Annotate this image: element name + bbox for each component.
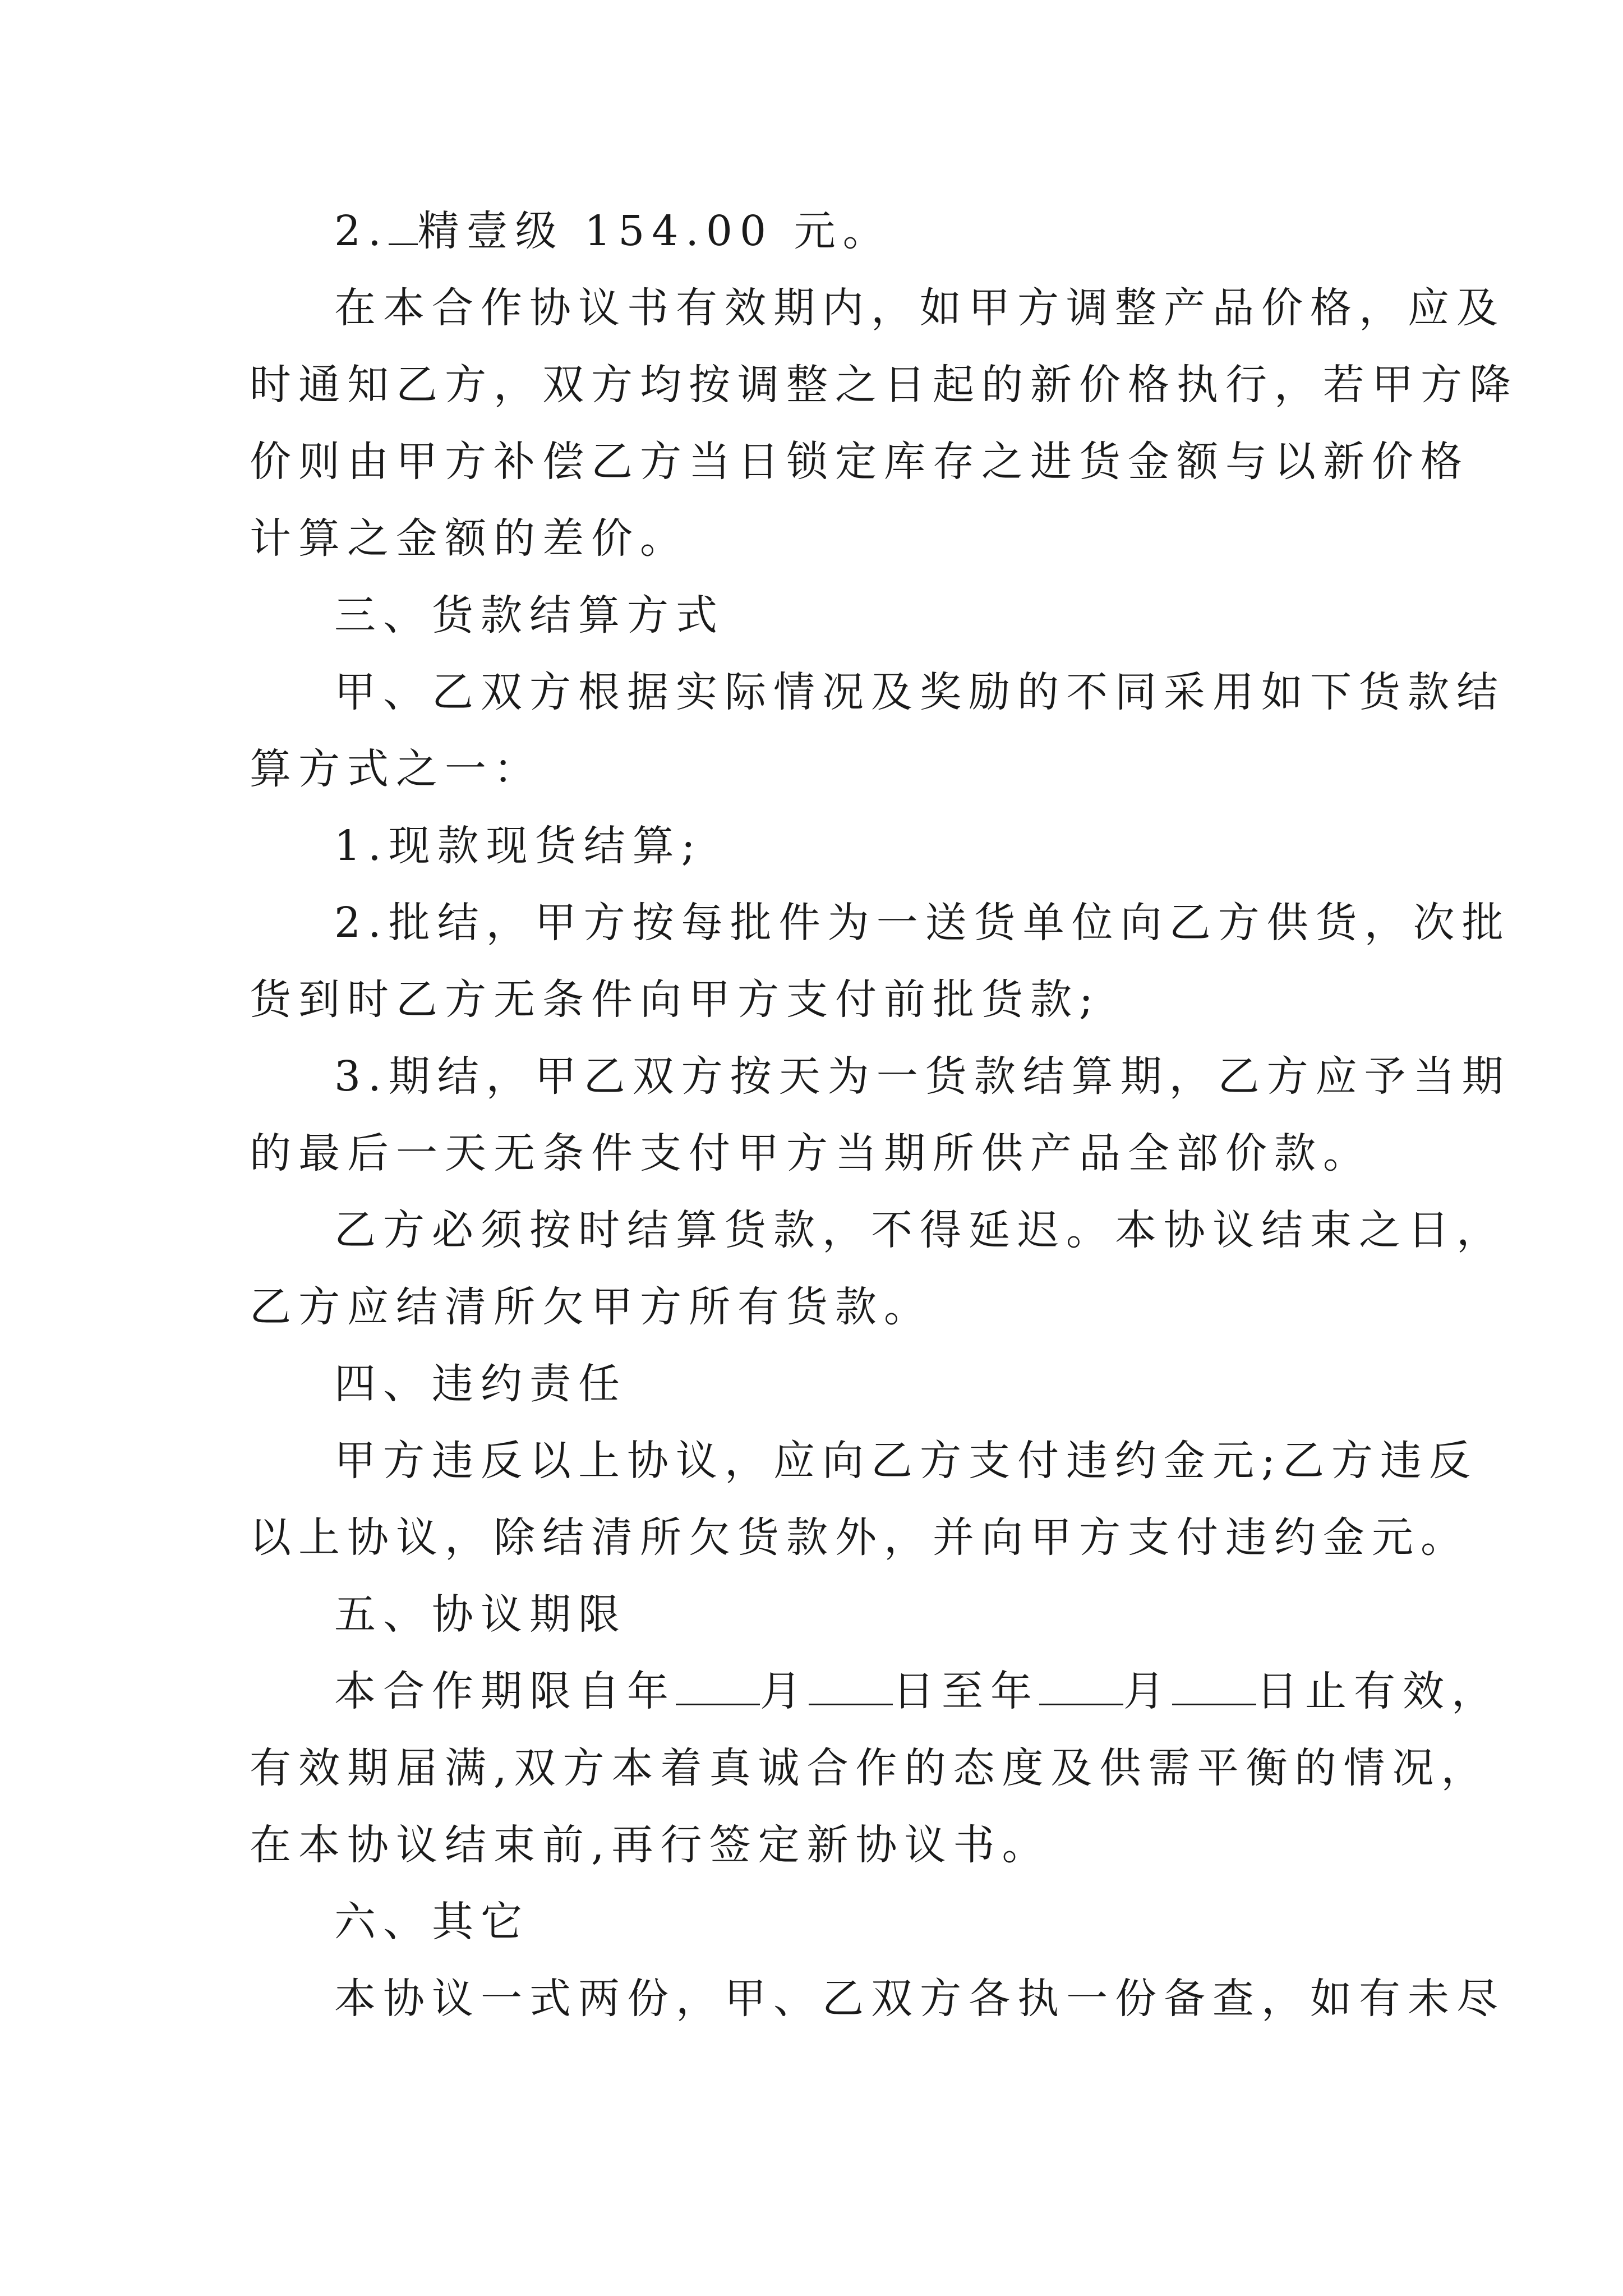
document-body	[250, 193, 1518, 2037]
paragraph-line: 价则由甲方补偿乙方当日锁定库存之进货金额与以新价格	[250, 438, 1469, 486]
paragraph-line: 甲方违反以上协议，应向乙方支付违约金元;乙方违反	[334, 1437, 1478, 1485]
paragraph-line: 乙方必须按时结算货款，不得延迟。本协议结束之日，	[334, 1206, 1505, 1254]
paragraph-line: 计算之金额的差价。	[250, 514, 689, 563]
paragraph-line: 甲、乙双方根据实际情况及奖励的不同采用如下货款结	[334, 668, 1505, 716]
term-text: 日止有效，	[1256, 1667, 1500, 1715]
list-item-line: 3.期结，甲乙双方按天为一货款结算期，乙方应予当期	[334, 1052, 1511, 1101]
term-text: 日至年	[893, 1667, 1039, 1715]
list-item-line: 2.批结，甲方按每批件为一送货单位向乙方供货，次批	[334, 899, 1511, 947]
paragraph-line: 本协议一式两份，甲、乙双方各执一份备查，如有未尽	[334, 1975, 1505, 2023]
blank-underline	[389, 208, 418, 245]
blank-underline	[676, 1668, 760, 1705]
blank-underline	[1039, 1668, 1123, 1705]
section-heading: 三、货款结算方式	[334, 591, 725, 639]
paragraph-line: 乙方应结清所欠甲方所有货款。	[250, 1283, 933, 1331]
blank-underline	[809, 1668, 893, 1705]
term-text: 本合作期限自年	[334, 1667, 676, 1715]
paragraph-line: 货到时乙方无条件向甲方支付前批货款;	[250, 976, 1100, 1024]
section-heading: 五、协议期限	[334, 1590, 627, 1639]
paragraph-line: 以上协议，除结清所欠货款外，并向甲方支付违约金元。	[250, 1513, 1469, 1562]
paragraph-line: 有效期届满,双方本着真诚合作的态度及供需平衡的情况，	[250, 1744, 1490, 1792]
list-item-line: 1.现款现货结算;	[334, 822, 703, 870]
paragraph-line: 在本合作协议书有效期内，如甲方调整产品价格，应及	[334, 284, 1505, 332]
term-text: 月	[760, 1667, 809, 1715]
paragraph-line: 在本协议结束前,再行签定新协议书。	[250, 1821, 1051, 1869]
paragraph-line: 时通知乙方，双方均按调整之日起的新价格执行，若甲方降	[250, 361, 1518, 409]
blank-underline	[1172, 1668, 1256, 1705]
term-line	[250, 1653, 1500, 1730]
section-heading: 四、违约责任	[334, 1360, 627, 1408]
paragraph-line: 算方式之一：	[250, 745, 542, 793]
section-heading: 六、其它	[334, 1898, 529, 1946]
price-item-text: 精壹级 154.00 元。	[417, 207, 892, 255]
price-item-number: 2.	[334, 207, 389, 255]
paragraph-line: 的最后一天无条件支付甲方当期所供产品全部价款。	[250, 1129, 1372, 1177]
price-item-line	[250, 193, 1394, 270]
term-text: 月	[1123, 1667, 1172, 1715]
